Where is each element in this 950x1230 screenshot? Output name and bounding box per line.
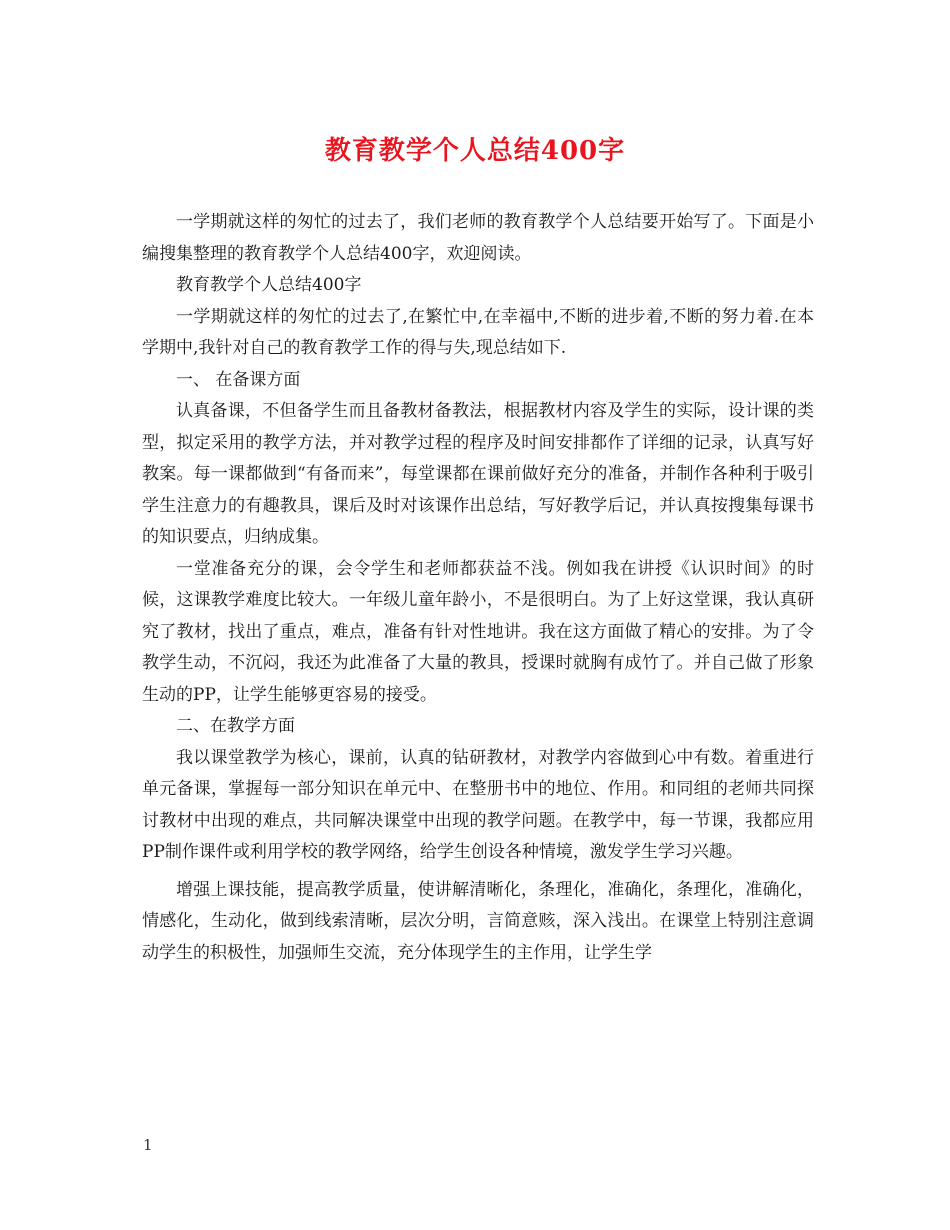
document-title: 教育教学个人总结400字 <box>324 136 626 166</box>
paragraph-preparation: 认真备课，不但备学生而且备教材备教法，根据教材内容及学生的实际，设计课的类型，拟定采用的教学方法，并对教学过程的程序及时间安排都作了详细的记录，认真写好教案。每一课都做到“有备而来”，每堂课都在课前做好充分的准备，并制作各种利于吸引学生注意力的有趣教具，课后及时对该课作出总结，写好教学后记，并认真按搜集每课书的知识要点，归纳成集。 <box>142 401 814 547</box>
section-heading-teaching: 二、在教学方面 <box>176 716 295 736</box>
document-body <box>142 207 814 969</box>
section-heading-preparation: 一、 在备课方面 <box>176 369 301 390</box>
page-number: 1 <box>143 1136 153 1154</box>
paragraph-example: 一堂准备充分的课，会令学生和老师都获益不浅。例如我在讲授《认识时间》的时候，这课教学难度比较大。一年级儿童年龄小，不是很明白。为了上好这堂课，我认真研究了教材，找出了重点，难点，准备有针对性地讲。我在这方面做了精心的安排。为了令教学生动，不沉闷，我还为此准备了大量的教具，授课时就胸有成竹了。并自己做了形象生动的PP，让学生能够更容易的接受。 <box>142 558 814 705</box>
paragraph-teaching: 我以课堂教学为核心，课前，认真的钻研教材，对教学内容做到心中有数。着重进行单元备课，掌握每一部分知识在单元中、在整册书中的地位、作用。和同组的老师共同探讨教材中出现的难点，共同解决课堂中出现的教学问题。在教学中，每一节课，我都应用PP制作课件或利用学校的教学网络，给学生创设各种情境，激发学生学习兴趣。 <box>142 747 814 862</box>
paragraph-intro: 一学期就这样的匆忙的过去了，我们老师的教育教学个人总结要开始写了。下面是小编搜集整理的教育教学个人总结400字，欢迎阅读。 <box>142 212 814 264</box>
paragraph-opening: 一学期就这样的匆忙的过去了,在繁忙中,在幸福中,不断的进步着,不断的努力着.在本学期中,我针对自己的教育教学工作的得与失,现总结如下. <box>142 306 814 358</box>
paragraph-skills: 增强上课技能，提高教学质量，使讲解清晰化，条理化，准确化，条理化，准确化，情感化，生动化，做到线索清晰，层次分明，言简意赅，深入浅出。在课堂上特别注意调动学生的积极性，加强师生交流，充分体现学生的主作用，让学生学 <box>142 879 814 963</box>
paragraph-subtitle: 教育教学个人总结400字 <box>176 275 362 295</box>
